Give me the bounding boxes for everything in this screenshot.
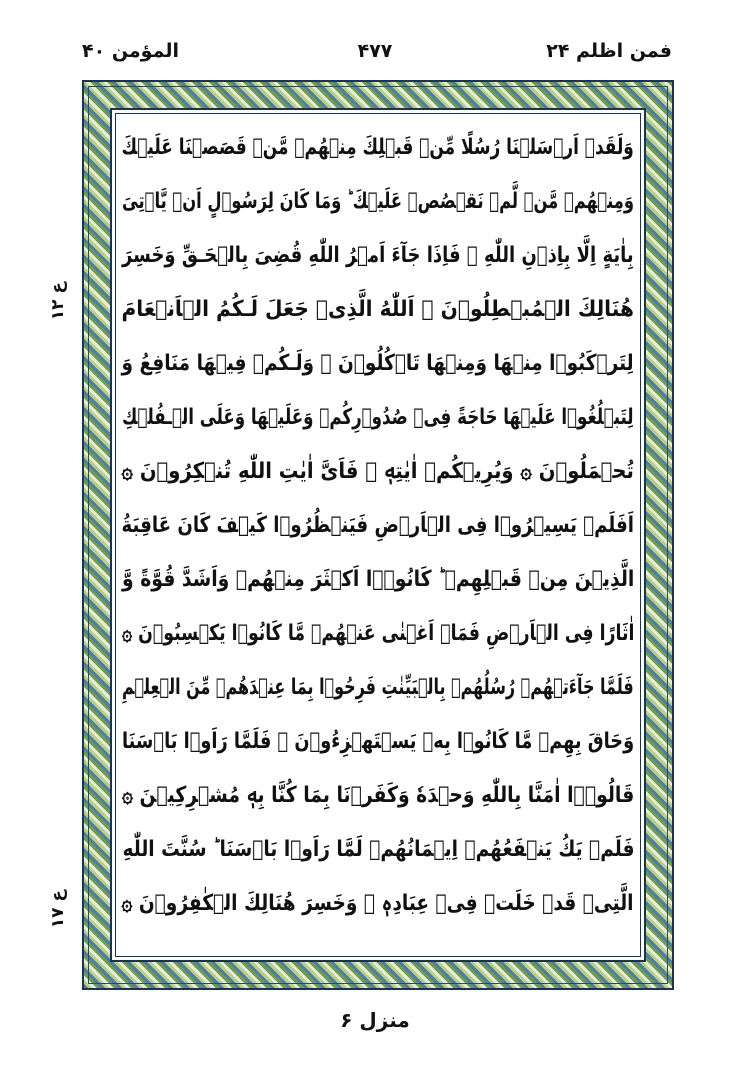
page-number: ۴۷۷ xyxy=(357,40,393,62)
text-line: فَلَمَّا جَآءَتۡهُمۡ رُسُلُهُمۡ بِالۡبَيِّنٰتِ فَرِحُوۡا بِمَا عِنۡدَهُمۡ مِّنَ الۡعِلۡمِ xyxy=(122,675,634,700)
text-line: وَلَقَدۡ اَرۡسَلۡنَا رُسُلًا مِّنۡ قَبۡلِكَ مِنۡهُمۡ مَّنۡ قَصَصۡنَا عَلَيۡكَ xyxy=(121,135,635,160)
text-line: لِتَرۡكَبُوۡا مِنۡهَا وَمِنۡهَا تَاۡكُلُوۡنَ ۞ وَلَـكُمۡ فِيۡهَا مَنَافِعُ وَ xyxy=(121,351,635,376)
surah-title: المؤمن ۴۰ xyxy=(82,40,179,62)
manzil-footer: منزل ۶ xyxy=(340,1008,410,1032)
ruku-marker: ع ۱۲ xyxy=(48,282,68,321)
text-line: الَّذِيۡنَ مِنۡ قَبۡلِهِمۡ ؕ كَانُوۡۤا اَكۡثَرَ مِنۡهُمۡ وَاَشَدَّ قُوَّةً وَّ xyxy=(121,567,635,592)
text-line: اٰثَارًا فِى الۡاَرۡضِ فَمَاۤ اَغۡنٰى عَنۡهُمۡ مَّا كَانُوۡا يَكۡسِبُوۡنَ ۞ xyxy=(121,621,635,646)
text-line: وَمِنۡهُمۡ مَّنۡ لَّمۡ نَقۡصُصۡ عَلَيۡكَ ؕ وَمَا كَانَ لِرَسُوۡلٍ اَنۡ يَّاۡتِىَ xyxy=(121,189,635,214)
text-line: بِاٰيَةٍ اِلَّا بِاِذۡنِ اللّٰهِ ۚ فَاِذَا جَآءَ اَمۡرُ اللّٰهِ قُضِىَ بِالۡحَـقِّ وَخَسِرَ xyxy=(122,243,634,268)
text-line: الَّتِىۡ قَدۡ خَلَتۡ فِىۡ عِبَادِهٖ ۚ وَخَسِرَ هُنَالِكَ الۡكٰفِرُوۡنَ ۞ xyxy=(121,891,635,916)
ornamental-border xyxy=(82,80,674,990)
text-line: قَالُوۡۤا اٰمَنَّا بِاللّٰهِ وَحۡدَهٗ وَكَفَرۡنَا بِمَا كُنَّا بِهٖ مُشۡرِكِيۡنَ ۞ xyxy=(121,783,635,808)
juz-title: فمن اظلم ۲۴ xyxy=(546,40,672,62)
text-panel xyxy=(110,108,646,962)
text-line: هُنَالِكَ الۡمُبۡطِلُوۡنَ ۞ اَللّٰهُ الَّذِىۡ جَعَلَ لَـكُمُ الۡاَنۡعَامَ xyxy=(121,297,635,322)
text-line: فَلَمۡ يَكُ يَنۡفَعُهُمۡ اِيۡمَانُهُمۡ لَمَّا رَاَوۡا بَاۡسَنَا ؕ سُنَّتَ اللّٰهِ xyxy=(122,837,634,862)
text-line: وَحَاقَ بِهِمۡ مَّا كَانُوۡا بِهٖ يَسۡتَهۡزِءُوۡنَ ۞ فَلَمَّا رَاَوۡا بَاۡسَنَا xyxy=(121,729,635,754)
text-line: اَفَلَمۡ يَسِيۡرُوۡا فِى الۡاَرۡضِ فَيَنۡظُرُوۡا كَيۡفَ كَانَ عَاقِبَةُ xyxy=(121,513,635,538)
text-line: لِتَبۡلُغُوۡا عَلَيۡهَا حَاجَةً فِىۡ صُدُوۡرِكُمۡ وَعَلَيۡهَا وَعَلَى الۡـفُلۡكِ xyxy=(122,405,634,430)
text-line: تُحۡمَلُوۡنَ ۞ وَيُرِيۡكُمۡ اٰيٰتِهٖ ۖ فَاَىَّ اٰيٰتِ اللّٰهِ تُنۡكِرُوۡنَ ۞ xyxy=(121,459,635,484)
ruku-marker: ع ۱۷ xyxy=(48,890,68,929)
